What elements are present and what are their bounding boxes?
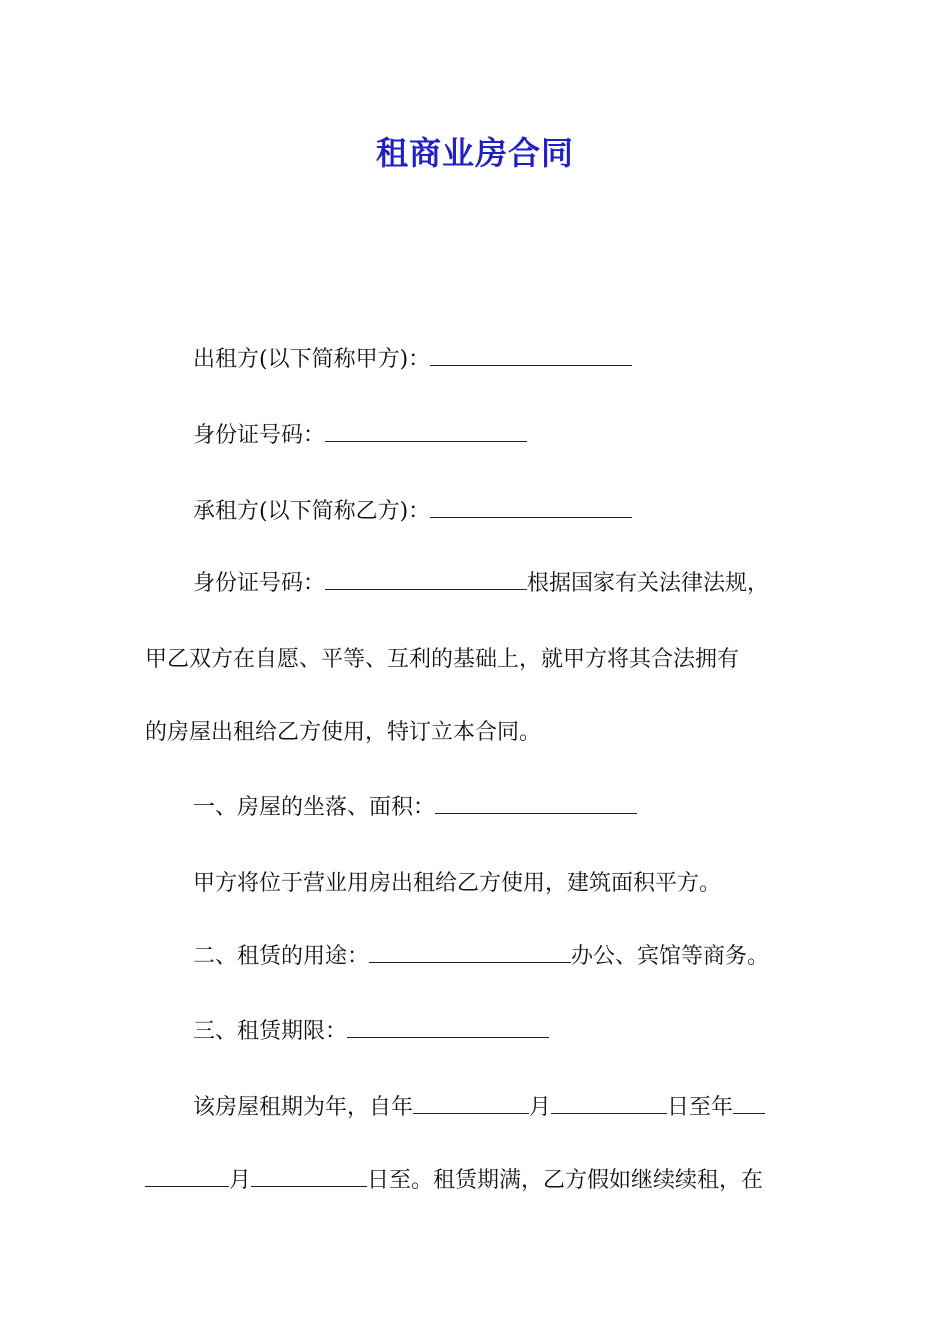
lessor-id-blank[interactable] [325, 421, 527, 442]
lessee-id-label: 身份证号码： [193, 571, 326, 596]
end-year-blank-cont[interactable] [145, 1166, 229, 1187]
section-1-text: 甲方将位于营业用房出租给乙方使用，建筑面积平方。 [193, 871, 722, 896]
term-line-1-b: 月 [529, 1095, 552, 1120]
start-month-blank[interactable] [551, 1093, 667, 1114]
section-1-label: 一、房屋的坐落、面积： [193, 795, 436, 820]
usage-blank[interactable] [369, 942, 571, 963]
section-1-heading [193, 793, 637, 823]
end-month-blank[interactable] [251, 1166, 367, 1187]
term-line-2-b: 日至。租赁期满，乙方假如继续续租，在 [367, 1168, 764, 1193]
lessee-id-blank[interactable] [325, 569, 527, 590]
term-line-1-c: 日至年 [667, 1095, 734, 1120]
lessee-id-line [193, 569, 769, 599]
lessor-id-line [193, 421, 527, 451]
document-title: 租商业房合同 [375, 134, 574, 172]
lessee-label: 承租方(以下简称乙方)： [193, 499, 431, 524]
section-2-heading [193, 942, 769, 972]
term-line-2 [145, 1166, 763, 1196]
location-area-blank[interactable] [435, 793, 637, 814]
term-line-1-a: 该房屋租期为年，自年 [193, 1095, 414, 1120]
term-line-1 [193, 1093, 765, 1123]
lessor-blank[interactable] [430, 345, 632, 366]
lessor-id-label: 身份证号码： [193, 423, 326, 448]
term-blank[interactable] [347, 1017, 549, 1038]
section-3-heading [193, 1017, 549, 1047]
lessee-line [193, 497, 632, 527]
lessor-line [193, 345, 632, 375]
start-year-blank[interactable] [413, 1093, 529, 1114]
section-2-label: 二、租赁的用途： [193, 944, 370, 969]
lessor-label: 出租方(以下简称甲方)： [193, 347, 431, 372]
section-3-label: 三、租赁期限： [193, 1019, 348, 1044]
intro-line-2: 的房屋出租给乙方使用，特订立本合同。 [145, 720, 542, 745]
lessee-id-tail: 根据国家有关法律法规， [527, 571, 770, 596]
lessee-blank[interactable] [430, 497, 632, 518]
intro-line-1: 甲乙双方在自愿、平等、互利的基础上，就甲方将其合法拥有 [145, 647, 740, 672]
section-2-tail: 办公、宾馆等商务。 [571, 944, 770, 969]
end-year-blank-start[interactable] [733, 1093, 765, 1114]
term-line-2-a: 月 [229, 1168, 252, 1193]
